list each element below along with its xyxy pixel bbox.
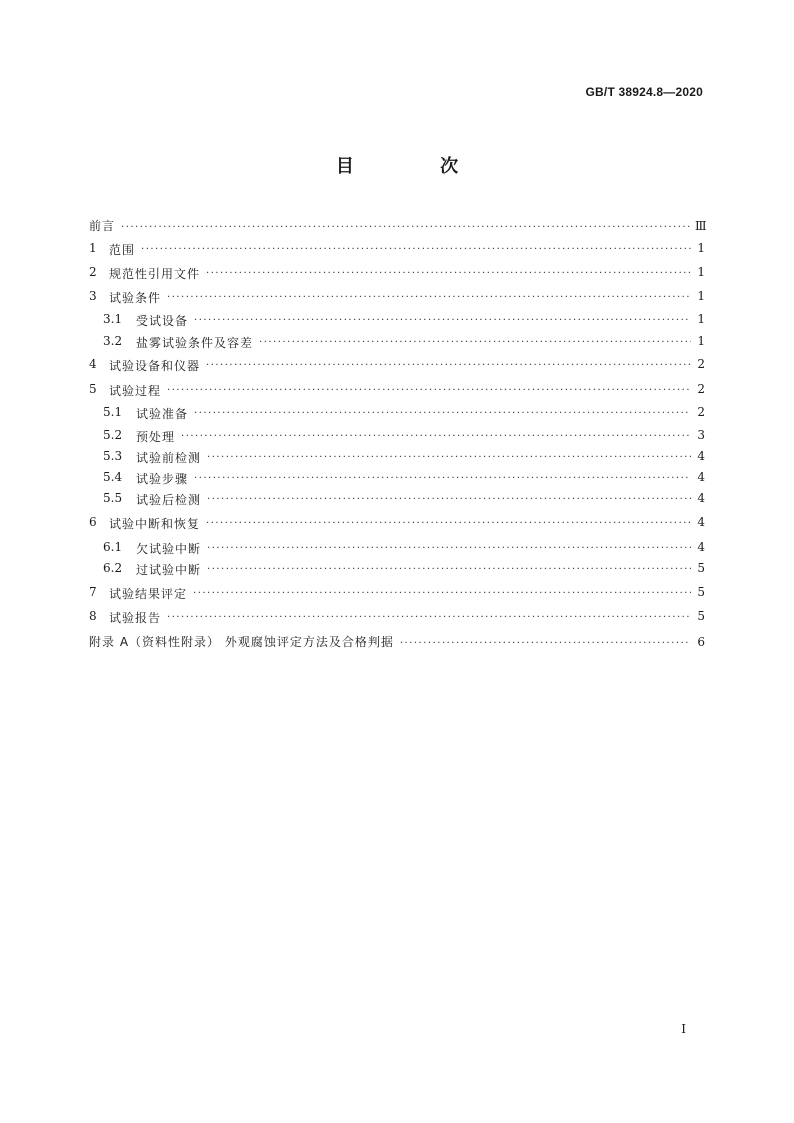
toc-entry-label xyxy=(89,265,200,282)
toc-entry-number: 8 xyxy=(89,609,97,623)
dot-leader xyxy=(194,408,691,419)
toc-entry-label xyxy=(103,334,253,351)
toc-entry-page: 6 xyxy=(697,635,705,649)
dot-leader xyxy=(167,612,691,623)
toc-entry-number: 6.1 xyxy=(103,540,123,554)
toc-entry-label xyxy=(89,585,187,602)
page-folio: I xyxy=(681,1022,686,1036)
toc-entry-title: 试验报告 xyxy=(109,611,162,625)
toc-entry-number: 3.2 xyxy=(103,334,123,348)
toc-entry-title: 附录 A（资料性附录） 外观腐蚀评定方法及合格判据 xyxy=(89,635,394,649)
toc-entry-page: 2 xyxy=(697,382,705,396)
dot-leader xyxy=(194,473,691,484)
toc-entry-title: 规范性引用文件 xyxy=(109,267,201,281)
toc-entry-number: 1 xyxy=(89,241,97,255)
dot-leader xyxy=(167,292,691,303)
toc-entry[interactable] xyxy=(89,609,705,633)
toc-entry-title: 预处理 xyxy=(136,430,176,444)
toc-entry-label xyxy=(103,561,201,578)
toc-entry[interactable] xyxy=(89,449,705,470)
toc-entry-page: 2 xyxy=(697,357,705,371)
dot-leader xyxy=(194,315,691,326)
toc-entry-number: 5.4 xyxy=(103,470,123,484)
toc-entry-page: 5 xyxy=(697,561,705,575)
toc-entry-title: 试验条件 xyxy=(109,291,162,305)
dot-leader xyxy=(141,244,691,255)
toc-entry-label xyxy=(89,633,394,650)
toc-entry[interactable] xyxy=(89,515,705,540)
toc-entry[interactable] xyxy=(89,265,705,289)
toc-entry-page: 4 xyxy=(697,449,705,463)
toc-entry-number: 2 xyxy=(89,265,97,279)
toc-entry-label xyxy=(89,515,200,532)
dot-leader xyxy=(259,337,691,348)
toc-entry-page: 1 xyxy=(697,289,705,303)
toc-entry-title: 欠试验中断 xyxy=(136,542,202,556)
toc-entry-title: 试验前检测 xyxy=(136,451,202,465)
dot-leader xyxy=(206,268,691,279)
dot-leader xyxy=(206,518,691,529)
toc-entry-number: 7 xyxy=(89,585,97,599)
toc-entry[interactable] xyxy=(89,540,705,561)
toc-entry-label xyxy=(89,357,200,374)
toc-entry[interactable] xyxy=(89,633,705,658)
toc-entry-label xyxy=(103,405,188,422)
page-title: 目 次 xyxy=(335,156,499,177)
toc-entry[interactable] xyxy=(89,241,705,265)
dot-leader xyxy=(206,360,691,371)
table-of-contents xyxy=(89,217,705,658)
toc-entry-label xyxy=(89,289,161,306)
toc-entry-label xyxy=(89,382,161,399)
toc-entry[interactable] xyxy=(89,428,705,449)
toc-entry-title: 试验结果评定 xyxy=(109,587,188,601)
dot-leader xyxy=(181,431,691,442)
toc-entry[interactable] xyxy=(89,561,705,585)
toc-entry[interactable] xyxy=(89,382,705,405)
toc-entry-number: 5.3 xyxy=(103,449,123,463)
toc-entry-page: 4 xyxy=(697,515,705,529)
toc-entry-page: 5 xyxy=(697,609,705,623)
dot-leader xyxy=(207,452,691,463)
standard-number: GB/T 38924.8—2020 xyxy=(585,85,703,99)
dot-leader xyxy=(121,222,691,233)
dot-leader xyxy=(207,543,691,554)
dot-leader xyxy=(400,638,691,649)
toc-entry-title: 范围 xyxy=(109,243,136,257)
toc-entry-label xyxy=(103,470,188,487)
dot-leader xyxy=(193,588,691,599)
toc-entry-page: 4 xyxy=(697,470,705,484)
toc-entry[interactable] xyxy=(89,470,705,491)
toc-entry-title: 受试设备 xyxy=(136,314,189,328)
toc-entry-label xyxy=(103,540,201,557)
toc-entry-number: 5 xyxy=(89,382,97,396)
toc-entry-title: 前言 xyxy=(89,219,116,233)
toc-entry-title: 试验准备 xyxy=(136,407,189,421)
toc-entry-label xyxy=(89,241,135,258)
toc-entry-page: 1 xyxy=(697,241,705,255)
toc-entry-label xyxy=(103,428,175,445)
toc-entry-title: 试验步骤 xyxy=(136,472,189,486)
toc-entry-label xyxy=(103,449,201,466)
toc-entry[interactable] xyxy=(89,491,705,515)
toc-entry-page: 4 xyxy=(697,540,705,554)
toc-entry-number: 3 xyxy=(89,289,97,303)
dot-leader xyxy=(207,564,691,575)
dot-leader xyxy=(167,385,691,396)
toc-entry-label xyxy=(89,609,161,626)
toc-entry-label xyxy=(89,217,115,234)
toc-entry-title: 试验后检测 xyxy=(136,493,202,507)
toc-entry[interactable] xyxy=(89,334,705,357)
toc-entry-page: 1 xyxy=(697,334,705,348)
toc-entry-page: 4 xyxy=(697,491,705,505)
toc-entry[interactable] xyxy=(89,585,705,609)
toc-entry[interactable] xyxy=(89,405,705,428)
toc-entry-page: 1 xyxy=(697,312,705,326)
toc-entry-title: 过试验中断 xyxy=(136,563,202,577)
toc-entry-title: 试验过程 xyxy=(109,384,162,398)
toc-entry-page: Ⅲ xyxy=(695,219,707,233)
toc-entry-number: 5.2 xyxy=(103,428,123,442)
toc-entry-page: 3 xyxy=(697,428,705,442)
toc-entry[interactable] xyxy=(89,357,705,382)
toc-entry[interactable] xyxy=(89,312,705,334)
toc-entry-number: 5.5 xyxy=(103,491,123,505)
toc-entry[interactable] xyxy=(89,217,705,241)
toc-entry-number: 3.1 xyxy=(103,312,123,326)
toc-entry-number: 4 xyxy=(89,357,97,371)
toc-entry-title: 试验中断和恢复 xyxy=(109,517,201,531)
toc-entry-title: 盐雾试验条件及容差 xyxy=(136,336,254,350)
toc-entry-number: 6.2 xyxy=(103,561,123,575)
toc-entry-label xyxy=(103,312,188,329)
toc-entry-number: 6 xyxy=(89,515,97,529)
toc-entry-page: 2 xyxy=(697,405,705,419)
toc-entry-page: 1 xyxy=(697,265,705,279)
dot-leader xyxy=(207,494,691,505)
toc-entry-label xyxy=(103,491,201,508)
toc-entry-title: 试验设备和仪器 xyxy=(109,359,201,373)
toc-entry-number: 5.1 xyxy=(103,405,123,419)
toc-entry-page: 5 xyxy=(697,585,705,599)
toc-entry[interactable] xyxy=(89,289,705,312)
